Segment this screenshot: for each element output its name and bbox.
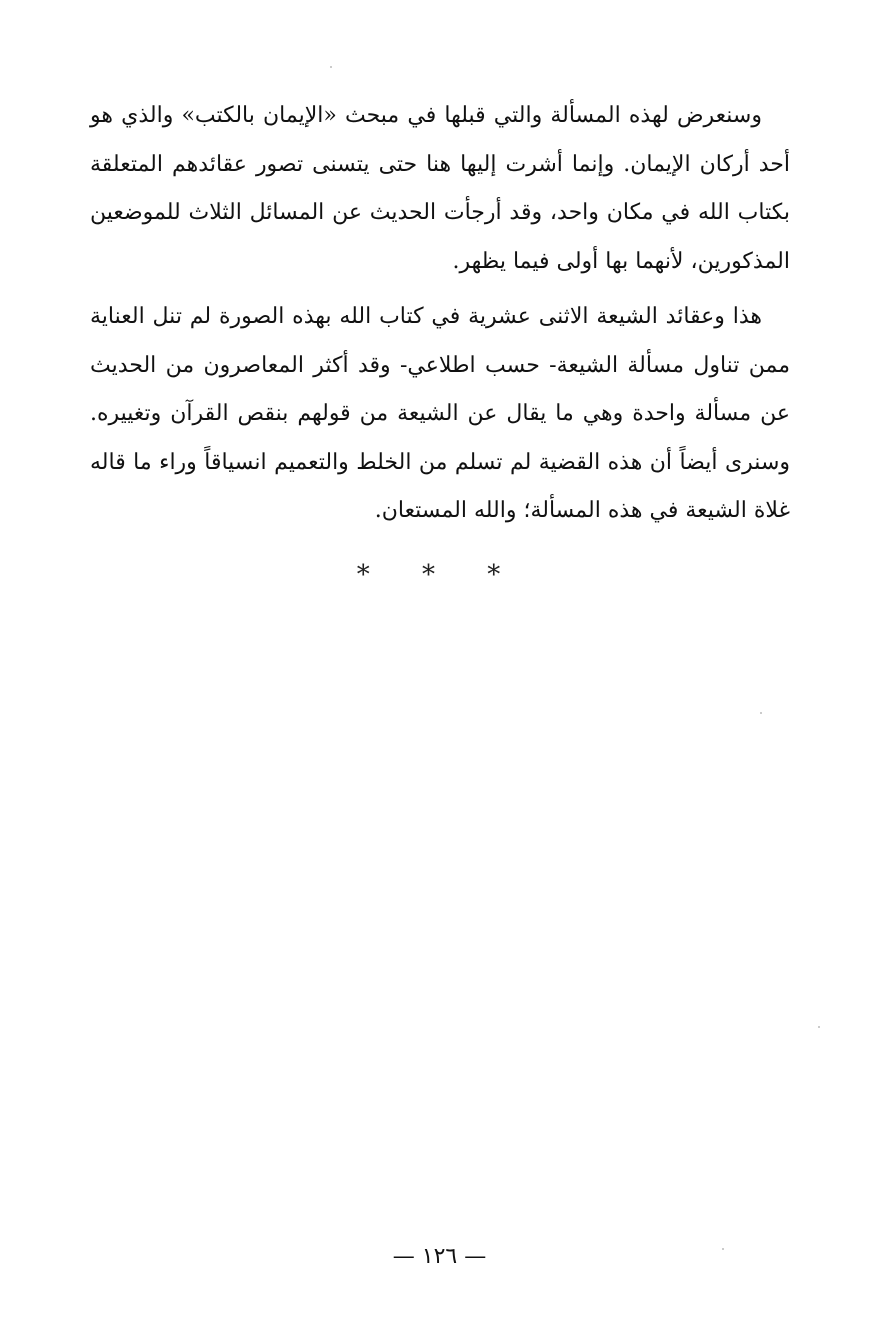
paragraph-1-text: وسنعرض لهذه المسألة والتي قبلها في مبحث «الإيمان بالكتب» والذي هو أحد أركان الإيمان. وإنما أشرت إليها هنا حتى يتسنى تصور عقائدهم المتعلقة بكتاب الله في مكان واحد، وقد أرجأت الحديث عن المسائل الثلاث للموضعين المذكورين، لأنهما بها أولى فيما يظهر. <box>90 103 790 274</box>
paragraph-2-text: هذا وعقائد الشيعة الاثنى عشرية في كتاب الله بهذه الصورة لم تنل العناية ممن تناول مسألة الشيعة- حسب اطلاعي- وقد أكثر المعاصرون من الحديث عن مسألة واحدة وهي ما يقال عن الشيعة من قولهم بنقص القرآن وتغييره. وسنرى أيضاً أن هذه القضية لم تسلم من الخلط والتعميم انسياقاً وراء ما قاله غلاة الشيعة في هذه المسألة؛ والله المستعان. <box>90 304 790 523</box>
scan-speck <box>760 712 762 714</box>
scan-speck <box>722 1248 724 1250</box>
page-number: — ١٢٦ — <box>392 1244 487 1269</box>
paragraph-1 <box>90 92 790 286</box>
scan-speck <box>818 1026 820 1028</box>
paragraph-2 <box>90 293 790 536</box>
section-separator: * * * <box>356 560 523 590</box>
scan-speck <box>330 66 332 68</box>
